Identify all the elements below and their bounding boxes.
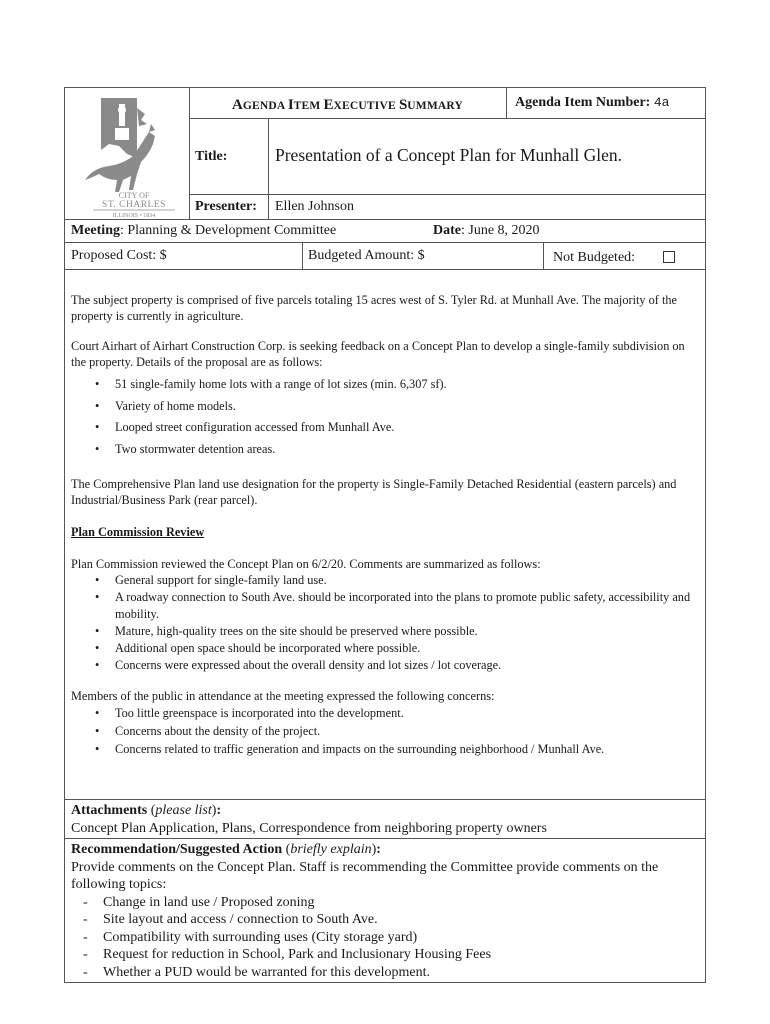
review-intro: Plan Commission reviewed the Concept Plan on 6/2/20. Comments are summarized as follows: (71, 557, 541, 571)
summary-body (71, 292, 699, 758)
title-value: Presentation of a Concept Plan for Munhall Glen. (275, 145, 623, 165)
recommendation-heading: Recommendation/Suggested Action (briefly explain): (71, 842, 381, 857)
agenda-item-number-label: Agenda Item Number: (515, 95, 651, 110)
property-description: The subject property is comprised of five parcels totaling 15 acres west of S. Tyler Rd. at Munhall Ave. The majority of the property is currently in agriculture. (71, 293, 677, 323)
proposal-list (71, 374, 699, 460)
meeting-field: Meeting: Planning & Development Committee (71, 223, 337, 238)
list-item: - Site layout and access / connection to South Ave. (71, 911, 699, 929)
list-item: • Additional open space should be incorporated where possible. (71, 640, 699, 657)
svg-text:ILLINOIS • 1834: ILLINOIS • 1834 (112, 213, 156, 218)
public-concerns-list (71, 704, 699, 758)
agenda-item-number-value: 4a (653, 95, 670, 110)
budgeted-amount: Budgeted Amount: $ (308, 248, 425, 263)
list-item: • Mature, high-quality trees on the site should be preserved where possible. (71, 623, 699, 640)
recommendation-intro: Provide comments on the Concept Plan. Staff is recommending the Committee provide comments on the following topics: (71, 859, 659, 892)
list-item: - Compatibility with surrounding uses (City storage yard) (71, 929, 699, 947)
recommendation-list (71, 894, 699, 982)
form-title: AGENDA ITEM EXECUTIVE SUMMARY (231, 97, 464, 113)
review-list (71, 572, 699, 674)
list-item: • Concerns were expressed about the overall density and lot sizes / lot coverage. (71, 657, 699, 674)
list-item: • A roadway connection to South Ave. should be incorporated into the plans to promote public safety, accessibility and mobility. (71, 589, 699, 623)
executive-summary-form (64, 87, 706, 983)
attachments-section (71, 802, 699, 838)
list-item: • General support for single-family land use. (71, 572, 699, 589)
proposed-cost: Proposed Cost: $ (71, 248, 167, 263)
comprehensive-plan-paragraph: The Comprehensive Plan land use designation for the property is Single-Family Detached Residential (eastern parcels) and Industrial/Business Park (rear parcel). (71, 477, 677, 507)
list-item: • Variety of home models. (71, 396, 699, 418)
title-label: Title: (195, 149, 228, 164)
city-logo (79, 94, 189, 218)
list-item: - Whether a PUD would be warranted for this development. (71, 964, 699, 982)
date-field: Date: June 8, 2020 (433, 223, 540, 238)
list-item: • 51 single-family home lots with a range of lot sizes (min. 6,307 sf). (71, 374, 699, 396)
proposal-intro: Court Airhart of Airhart Construction Corp. is seeking feedback on a Concept Plan to develop a single-family subdivision on the property. Details of the proposal are as follows: (71, 339, 685, 369)
review-heading: Plan Commission Review (71, 525, 205, 539)
attachments-heading: Attachments (please list): (71, 803, 222, 818)
list-item: - Request for reduction in School, Park and Inclusionary Housing Fees (71, 946, 699, 964)
list-item: • Too little greenspace is incorporated into the development. (71, 704, 699, 722)
not-budgeted-label: Not Budgeted: (553, 250, 636, 265)
presenter-label: Presenter: (195, 199, 257, 214)
list-item: • Concerns related to traffic generation and impacts on the surrounding neighborhood / Munhall Ave. (71, 740, 699, 758)
attachments-value: Concept Plan Application, Plans, Correspondence from neighboring property owners (71, 821, 547, 836)
recommendation-section (71, 841, 699, 981)
st-charles-seal-icon (79, 94, 189, 218)
public-intro: Members of the public in attendance at the meeting expressed the following concerns: (71, 689, 495, 703)
svg-text:ST. CHARLES: ST. CHARLES (102, 200, 166, 210)
svg-text:CITY OF: CITY OF (118, 191, 150, 200)
presenter-value: Ellen Johnson (275, 199, 354, 214)
not-budgeted-checkbox[interactable] (663, 251, 675, 263)
list-item: - Change in land use / Proposed zoning (71, 894, 699, 912)
list-item: • Two stormwater detention areas. (71, 439, 699, 461)
agenda-item-number (515, 95, 669, 111)
list-item: • Concerns about the density of the project. (71, 722, 699, 740)
list-item: • Looped street configuration accessed from Munhall Ave. (71, 417, 699, 439)
